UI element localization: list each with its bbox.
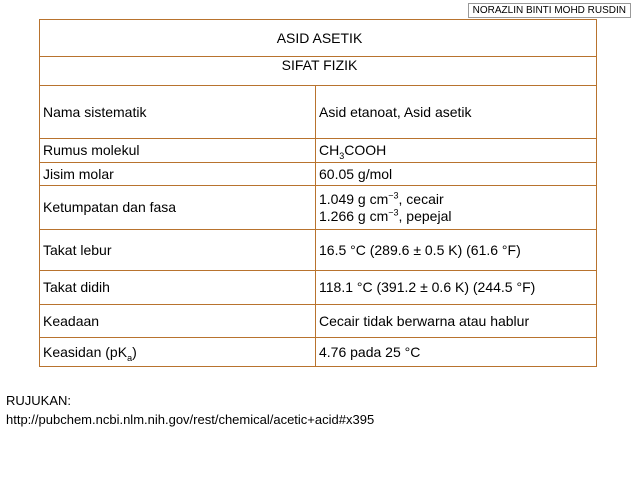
row-label: Rumus molekul	[40, 139, 316, 163]
table-row	[40, 86, 597, 139]
table-subtitle: SIFAT FIZIK	[40, 57, 597, 86]
table-row	[40, 305, 597, 338]
row-label: Nama sistematik	[40, 86, 316, 139]
reference-heading: RUJUKAN:	[6, 393, 72, 408]
row-value	[316, 139, 597, 163]
table-row	[40, 163, 597, 186]
author-label: NORAZLIN BINTI MOHD RUSDIN	[468, 3, 631, 18]
row-value: 118.1 °C (391.2 ± 0.6 K) (244.5 °F)	[316, 271, 597, 305]
row-value: 4.76 pada 25 °C	[316, 338, 597, 367]
formula-part: COOH	[344, 142, 387, 158]
properties-table	[39, 19, 597, 367]
value-part: 1.049 g cm	[319, 190, 389, 207]
table-row	[40, 139, 597, 163]
table-row	[40, 186, 597, 230]
density-liquid	[319, 191, 596, 208]
row-value: 16.5 °C (289.6 ± 0.5 K) (61.6 °F)	[316, 230, 597, 271]
row-value: Cecair tidak berwarna atau hablur	[316, 305, 597, 338]
label-subscript: a	[127, 352, 133, 363]
value-superscript: −3	[388, 189, 399, 200]
value-part: , cecair	[398, 190, 444, 207]
row-value: 60.05 g/mol	[316, 163, 597, 186]
value-superscript: −3	[388, 206, 399, 217]
label-part: Keasidan (pK	[43, 343, 128, 360]
table-row	[40, 338, 597, 367]
row-label: Takat didih	[40, 271, 316, 305]
density-solid	[319, 208, 596, 225]
row-value	[316, 186, 597, 230]
row-label: Takat lebur	[40, 230, 316, 271]
label-part: )	[132, 343, 137, 360]
row-label: Ketumpatan dan fasa	[40, 186, 316, 230]
row-label	[40, 338, 316, 367]
row-label: Keadaan	[40, 305, 316, 338]
value-part: , pepejal	[398, 207, 452, 224]
reference-link[interactable]: http://pubchem.ncbi.nlm.nih.gov/rest/chemical/acetic+acid#x395	[6, 412, 375, 427]
formula-subscript: 3	[339, 150, 345, 161]
table-title: ASID ASETIK	[40, 20, 597, 57]
table-row	[40, 230, 597, 271]
table-subtitle-row	[40, 57, 597, 86]
table-title-row	[40, 20, 597, 57]
table-row	[40, 271, 597, 305]
row-value: Asid etanoat, Asid asetik	[316, 86, 597, 139]
reference-section	[6, 391, 374, 429]
formula-part: CH	[319, 142, 340, 158]
value-part: 1.266 g cm	[319, 207, 389, 224]
row-label: Jisim molar	[40, 163, 316, 186]
